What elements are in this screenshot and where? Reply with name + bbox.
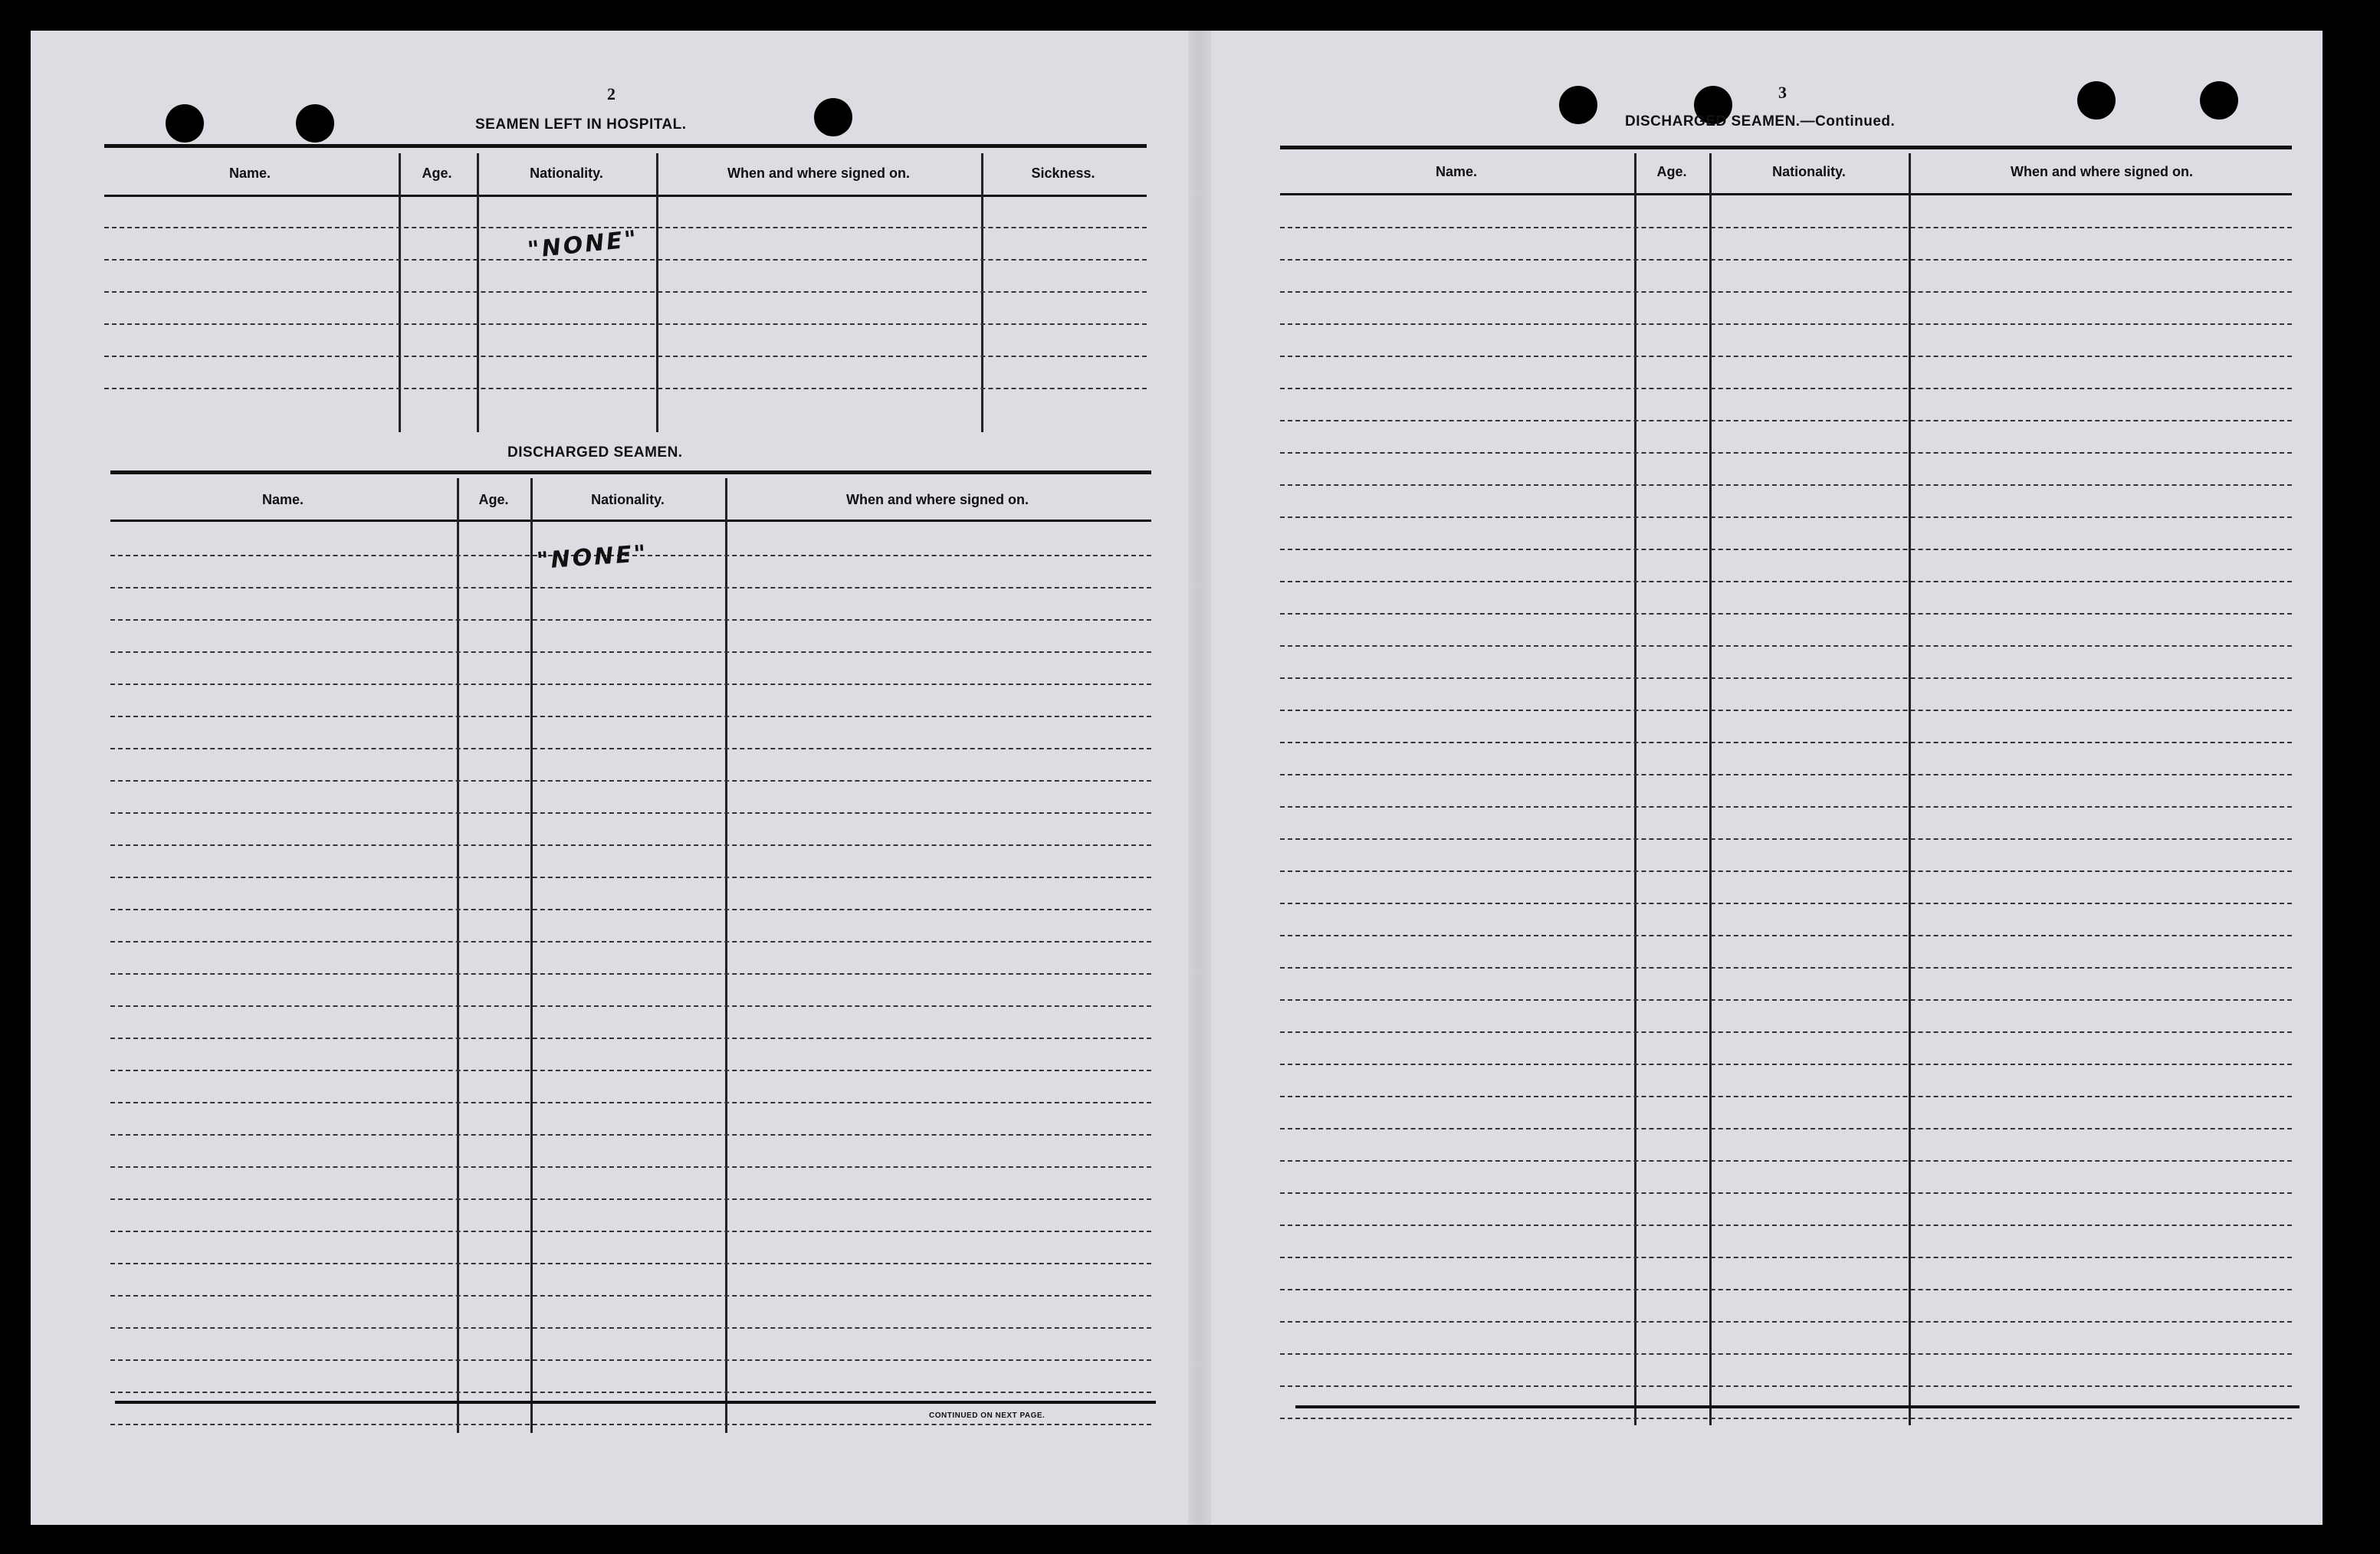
form-row xyxy=(1280,1321,2292,1323)
form-row xyxy=(1280,1418,2292,1419)
form-row xyxy=(1280,1096,2292,1097)
form-row xyxy=(104,323,1147,325)
form-row xyxy=(1280,967,2292,969)
form-row xyxy=(1280,838,2292,840)
form-row xyxy=(1280,742,2292,743)
form-row xyxy=(1280,581,2292,582)
column-header-age: Age. xyxy=(1656,164,1687,179)
continued-top-rule xyxy=(1280,146,2292,149)
form-row xyxy=(110,1166,1151,1168)
form-row xyxy=(104,388,1147,389)
continued-rows xyxy=(1280,193,2292,1425)
bottom-rule xyxy=(1295,1405,2300,1408)
form-row xyxy=(1280,1128,2292,1129)
form-row xyxy=(110,587,1151,588)
form-row xyxy=(110,909,1151,910)
form-row xyxy=(1280,903,2292,904)
punch-hole xyxy=(1559,86,1597,124)
form-row xyxy=(110,1102,1151,1103)
handwritten-entry: "NONE" xyxy=(535,539,649,575)
form-row xyxy=(1280,259,2292,261)
form-row xyxy=(104,291,1147,293)
form-row xyxy=(110,812,1151,814)
form-row xyxy=(110,684,1151,685)
form-row xyxy=(1280,227,2292,228)
form-row xyxy=(110,1295,1151,1297)
column-header-nationality: Nationality. xyxy=(591,492,665,507)
discharged-top-rule xyxy=(110,470,1151,474)
column-header-name: Name. xyxy=(261,492,304,507)
form-row xyxy=(110,1134,1151,1136)
handwritten-entry: "NONE" xyxy=(526,225,640,264)
column-header-signed-on: When and where signed on. xyxy=(845,492,1029,507)
document-sheet xyxy=(31,31,2323,1525)
column-header-nationality: Nationality. xyxy=(530,166,603,181)
form-row xyxy=(110,1038,1151,1039)
form-row xyxy=(110,1359,1151,1361)
column-header-signed-on: When and where signed on. xyxy=(2010,164,2194,179)
continued-note: CONTINUED ON NEXT PAGE. xyxy=(929,1411,1046,1420)
form-row xyxy=(1280,452,2292,454)
page-fold xyxy=(1188,31,1211,1525)
column-header-name: Name. xyxy=(1435,164,1478,179)
form-row xyxy=(1280,1353,2292,1355)
page-number: 3 xyxy=(1778,83,1787,102)
form-row xyxy=(1280,1192,2292,1194)
form-row xyxy=(110,1198,1151,1200)
column-header-sickness: Sickness. xyxy=(1031,166,1095,181)
discharged-continued-title: DISCHARGED SEAMEN.—Continued. xyxy=(1625,113,1896,130)
hospital-top-rule xyxy=(104,144,1147,148)
form-row xyxy=(1280,1257,2292,1258)
column-header-age: Age. xyxy=(478,492,509,507)
form-row xyxy=(1280,806,2292,808)
form-row xyxy=(1280,999,2292,1001)
punch-hole xyxy=(166,104,204,143)
form-row xyxy=(1280,1289,2292,1290)
form-row xyxy=(104,259,1147,261)
punch-hole xyxy=(296,104,334,143)
discharged-rows xyxy=(110,520,1151,1431)
form-row xyxy=(1280,1064,2292,1065)
form-row xyxy=(110,1070,1151,1071)
form-row xyxy=(1280,291,2292,293)
form-row xyxy=(110,1263,1151,1264)
punch-hole xyxy=(814,98,852,136)
form-row xyxy=(110,844,1151,846)
left-page xyxy=(31,31,1188,1525)
form-row xyxy=(1280,935,2292,936)
form-row xyxy=(110,1392,1151,1393)
form-row xyxy=(110,1327,1151,1329)
form-row xyxy=(1280,388,2292,389)
form-row xyxy=(1280,1031,2292,1033)
column-header-age: Age. xyxy=(422,166,452,181)
form-row xyxy=(1280,677,2292,679)
form-row xyxy=(110,973,1151,975)
form-row xyxy=(1280,1385,2292,1387)
form-row xyxy=(1280,549,2292,550)
form-row xyxy=(1280,870,2292,872)
page-number: 2 xyxy=(607,84,616,103)
right-page xyxy=(1211,31,2323,1525)
form-row xyxy=(1280,1225,2292,1226)
form-row xyxy=(110,1424,1151,1425)
form-row xyxy=(1280,323,2292,325)
form-row xyxy=(110,748,1151,749)
punch-hole xyxy=(2077,81,2116,120)
form-row xyxy=(1280,516,2292,518)
form-row xyxy=(104,356,1147,357)
column-header-nationality: Nationality. xyxy=(1772,164,1846,179)
form-row xyxy=(110,780,1151,782)
column-header-name: Name. xyxy=(228,166,271,181)
form-row xyxy=(1280,484,2292,486)
form-row xyxy=(110,1231,1151,1232)
form-row xyxy=(1280,1160,2292,1162)
form-row xyxy=(110,619,1151,621)
punch-hole xyxy=(2200,81,2238,120)
form-row xyxy=(1280,710,2292,711)
discharged-section-title: DISCHARGED SEAMEN. xyxy=(507,444,683,461)
form-row xyxy=(110,651,1151,653)
form-row xyxy=(110,877,1151,878)
form-row xyxy=(110,941,1151,943)
form-row xyxy=(1280,613,2292,615)
form-row xyxy=(110,1005,1151,1007)
form-row xyxy=(1280,645,2292,647)
form-row xyxy=(1280,356,2292,357)
form-row xyxy=(110,716,1151,717)
column-header-signed-on: When and where signed on. xyxy=(727,166,911,181)
form-row xyxy=(1280,774,2292,775)
form-row xyxy=(1280,420,2292,421)
bottom-rule xyxy=(115,1401,1156,1404)
hospital-section-title: SEAMEN LEFT IN HOSPITAL. xyxy=(475,116,687,133)
